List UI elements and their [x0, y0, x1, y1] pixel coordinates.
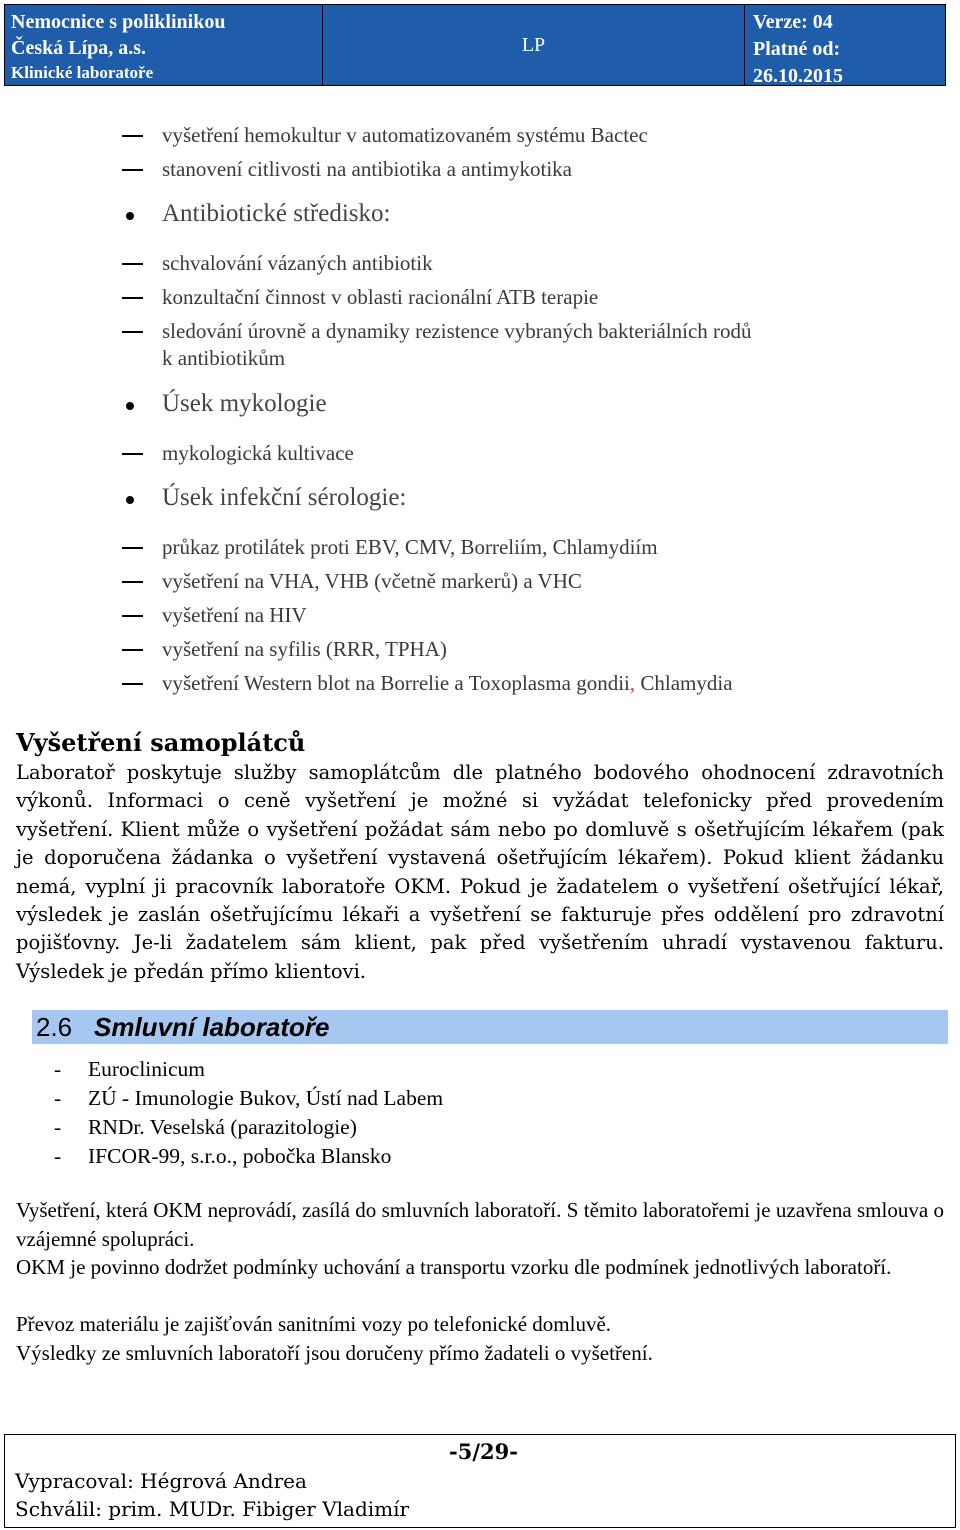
doc-type-cell: LP	[323, 5, 745, 85]
document-header	[4, 4, 946, 86]
valid-from-label: Platné od:	[753, 38, 841, 60]
self-payers-paragraph: Laboratoř poskytuje služby samoplátcům dle platného bodového ohodnocení zdravotních výkonů. Informaci o ceně vyšetření je možné si vyžádat telefonicky před provedením vyšetření. Klient může o vyšetření požádat sám nebo po domluvě s ošetřujícím lékařem (pak je doporučena žádanka o vyšetření vystavená ošetřujícím lékařem). Pokud klient žádanku nemá, vyplní ji pracovník laboratoře OKM. Pokud je žadatelem o vyšetření ošetřující lékař, výsledek je zaslán ošetřujícímu lékaři a vyšetření se fakturuje přes oddělení pro zdravotní pojišťovny. Je-li žadatelem sám klient, pak před vyšetřením uhradí vystavenou fakturu. Výsledek je předán přímo klientovi.	[16, 761, 944, 983]
bullet-icon	[126, 212, 134, 220]
version-cell	[745, 5, 945, 85]
page-number: -5/29-	[449, 1439, 518, 1464]
org-department: Klinické laboratoře	[11, 63, 154, 82]
chapter-heading-bar	[32, 1010, 948, 1044]
contract-paragraph: OKM je povinno dodržet podmínky uchování a transportu vzorku dle podmínek jednotlivých laboratoří.	[16, 1255, 892, 1279]
list-item-continuation: k antibiotikům	[162, 346, 286, 370]
chapter-number: 2.6	[36, 1012, 73, 1042]
org-name-line1: Nemocnice s poliklinikou	[11, 11, 226, 33]
accent-comma: ,	[629, 671, 636, 695]
valid-from-date: 26.10.2015	[753, 65, 843, 87]
org-name-line2: Česká Lípa, a.s.	[11, 37, 147, 59]
contract-paragraph: Převoz materiálu je zajišťován sanitními vozy po telefonické domluvě.	[16, 1312, 612, 1336]
prepared-by: Vypracoval: Hégrová Andrea	[15, 1469, 307, 1493]
section-title-self-payers: Vyšetření samoplátců	[16, 728, 306, 757]
document-footer	[4, 1434, 956, 1528]
chapter-title: Smluvní laboratoře	[94, 1012, 330, 1042]
contract-paragraph: Výsledky ze smluvních laboratoří jsou doručeny přímo žadateli o vyšetření.	[16, 1341, 653, 1365]
approved-by: Schválil: prim. MUDr. Fibiger Vladimír	[15, 1497, 410, 1521]
contract-paragraph: Vyšetření, která OKM neprovádí, zasílá do smluvních laboratoří. S těmito laboratořemi je uzavřena smlouva o vzájemné spolupráci.	[16, 1198, 944, 1251]
version: Verze: 04	[753, 11, 833, 33]
bullet-icon	[126, 496, 134, 504]
bullet-icon	[126, 402, 134, 410]
organization-cell	[5, 5, 323, 85]
